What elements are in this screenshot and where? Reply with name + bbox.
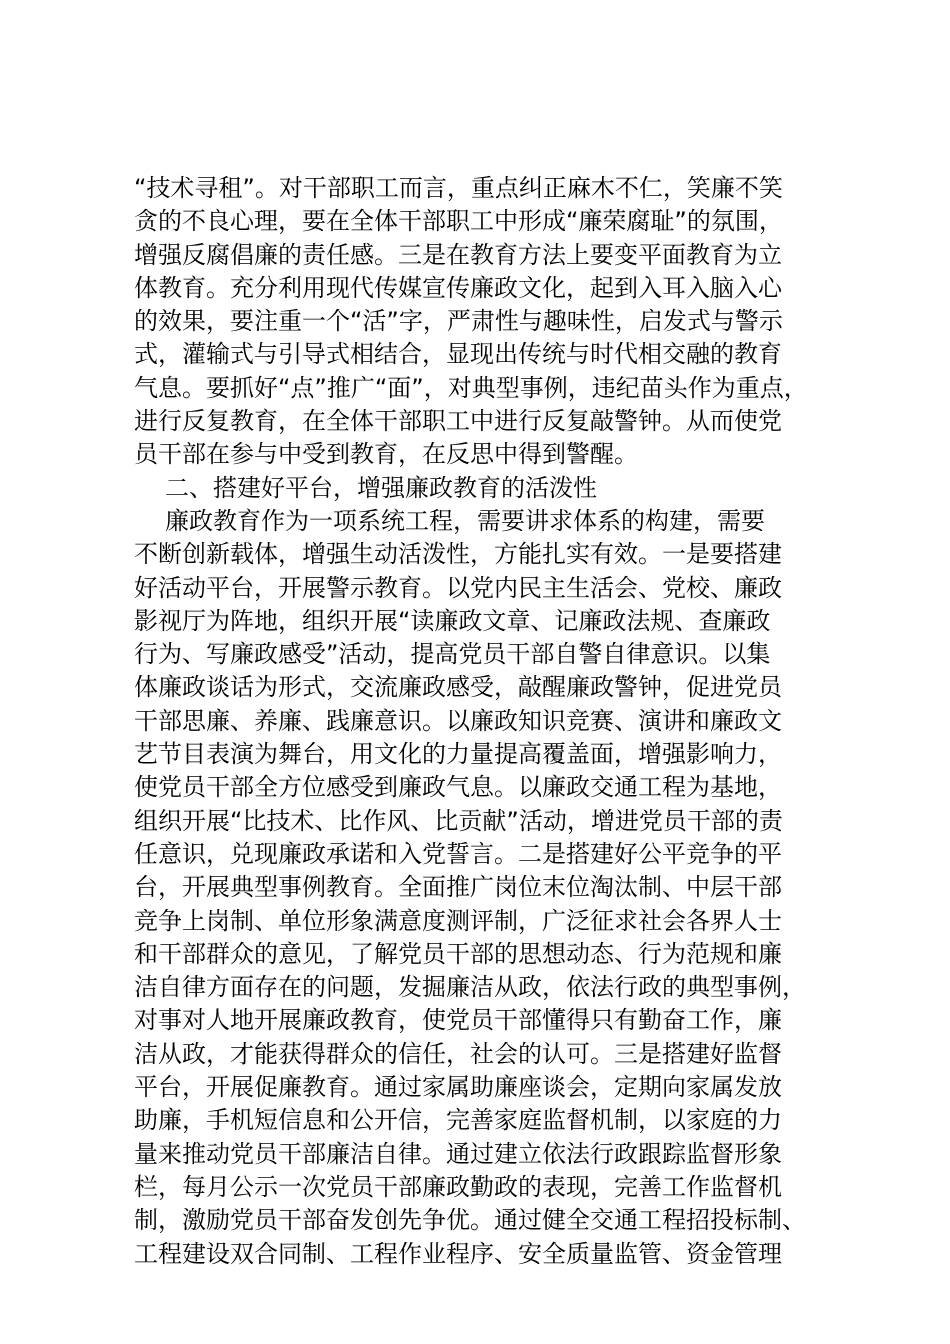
text-line: “技术寻租”。对干部职工而言，重点纠正麻木不仁，笑廉不笑 bbox=[134, 174, 783, 202]
text-line: 式，灌输式与引导式相结合，显现出传统与时代相交融的教育 bbox=[134, 340, 782, 369]
text-line: 贪的不良心理，要在全体干部职工中形成“廉荣腐耻”的氛围， bbox=[134, 207, 783, 236]
text-line: 影视厅为阵地，组织开展“读廉政文章、记廉政法规、查廉政 bbox=[134, 606, 771, 635]
text-line: 制，激励党员干部奋发创先争优。通过健全交通工程招投标制、 bbox=[134, 1206, 806, 1235]
text-line: 栏，每月公示一次党员干部廉政勤政的表现，完善工作监督机 bbox=[134, 1172, 782, 1201]
text-line: 好活动平台，开展警示教育。以党内民主生活会、党校、廉政 bbox=[134, 573, 782, 602]
text-line: 和干部群众的意见，了解党员干部的思想动态、行为范规和廉 bbox=[134, 939, 782, 968]
section-heading: 二、搭建好平台，增强廉政教育的活泼性 bbox=[165, 473, 597, 502]
text-line: 员干部在参与中受到教育，在反思中得到警醒。 bbox=[134, 440, 638, 469]
body-text bbox=[134, 172, 854, 1271]
text-line: 竞争上岗制、单位形象满意度测评制，广泛征求社会各界人士 bbox=[134, 906, 782, 935]
text-line: 增强反腐倡廉的责任感。三是在教育方法上要变平面教育为立 bbox=[134, 240, 782, 269]
text-line: 量来推动党员干部廉洁自律。通过建立依法行政跟踪监督形象 bbox=[134, 1139, 782, 1168]
paragraph-first-line: 廉政教育作为一项系统工程，需要讲求体系的构建，需要 bbox=[165, 506, 765, 535]
text-line: 气息。要抓好“点”推广“面”，对典型事例，违纪苗头作为重点， bbox=[134, 373, 808, 402]
text-line: 的效果，要注重一个“活”字，严肃性与趣味性，启发式与警示 bbox=[134, 307, 783, 336]
text-line: 对事对人地开展廉政教育，使党员干部懂得只有勤奋工作，廉 bbox=[134, 1006, 782, 1035]
text-line: 体教育。充分利用现代传媒宣传廉政文化，起到入耳入脑入心 bbox=[134, 273, 782, 302]
text-line: 助廉，手机短信息和公开信，完善家庭监督机制，以家庭的力 bbox=[134, 1106, 782, 1135]
text-line: 洁从政，才能获得群众的信任，社会的认可。三是搭建好监督 bbox=[134, 1039, 782, 1068]
text-line: 工程建设双合同制、工程作业程序、安全质量监管、资金管理 bbox=[134, 1239, 782, 1268]
text-line: 不断创新载体，增强生动活泼性，方能扎实有效。一是要搭建 bbox=[134, 540, 782, 569]
text-line: 任意识，兑现廉政承诺和入党誓言。二是搭建好公平竞争的平 bbox=[134, 839, 782, 868]
text-line: 体廉政谈话为形式，交流廉政感受，敲醒廉政警钟，促进党员 bbox=[134, 673, 782, 702]
text-line: 洁自律方面存在的问题，发掘廉洁从政，依法行政的典型事例， bbox=[134, 973, 806, 1002]
text-line: 艺节目表演为舞台，用文化的力量提高覆盖面，增强影响力， bbox=[134, 740, 782, 769]
text-line: 台，开展典型事例教育。全面推广岗位末位淘汰制、中层干部 bbox=[134, 873, 782, 902]
text-line: 干部思廉、养廉、践廉意识。以廉政知识竞赛、演讲和廉政文 bbox=[134, 706, 782, 735]
text-line: 行为、写廉政感受”活动，提高党员干部自警自律意识。以集 bbox=[134, 640, 771, 669]
text-line: 组织开展“比技术、比作风、比贡献”活动，增进党员干部的责 bbox=[134, 806, 783, 835]
text-line: 进行反复教育，在全体干部职工中进行反复敲警钟。从而使党 bbox=[134, 407, 782, 436]
text-line: 使党员干部全方位感受到廉政气息。以廉政交通工程为基地， bbox=[134, 773, 782, 802]
text-line: 平台，开展促廉教育。通过家属助廉座谈会，定期向家属发放 bbox=[134, 1073, 782, 1102]
